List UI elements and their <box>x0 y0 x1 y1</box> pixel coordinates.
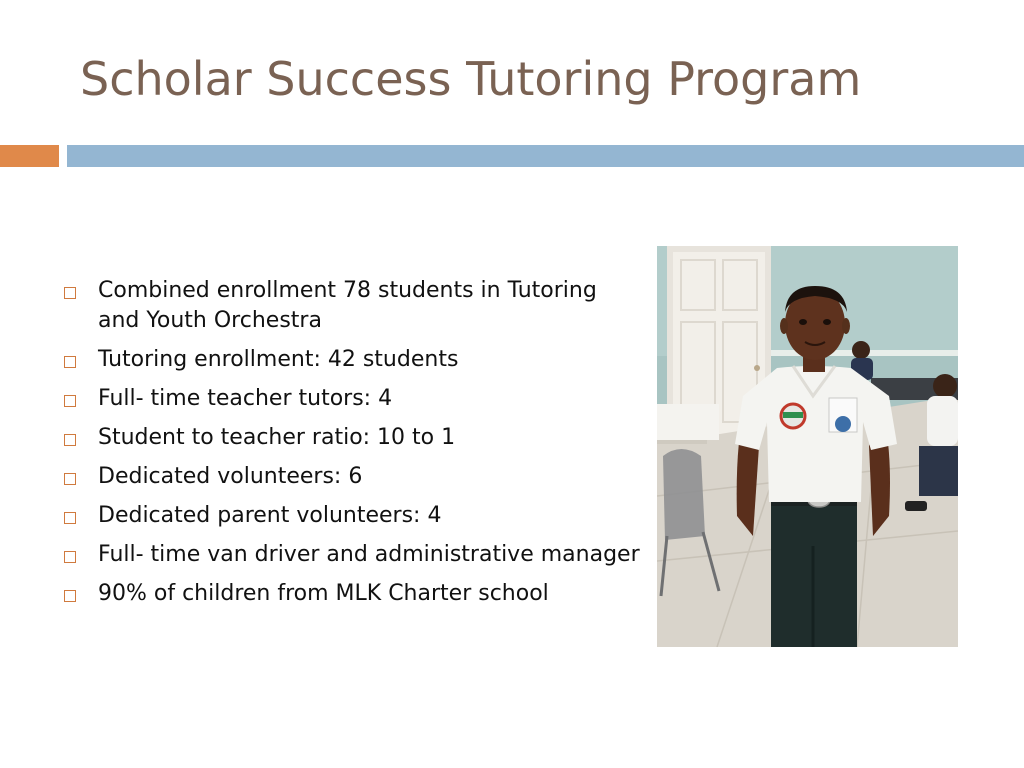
bullet-item <box>64 345 644 375</box>
bullet-item <box>64 501 644 531</box>
bullet-text: Combined enrollment 78 students in Tutoring and Youth Orchestra <box>98 278 597 333</box>
bullet-text: Tutoring enrollment: 42 students <box>98 347 459 372</box>
accent-bar-orange <box>0 145 59 167</box>
accent-bar-blue <box>67 145 1024 167</box>
bullet-text: Student to teacher ratio: 10 to 1 <box>98 425 456 450</box>
square-bullet-icon <box>64 395 76 407</box>
bullet-text: Full- time van driver and administrative manager <box>98 542 640 567</box>
bullet-item <box>64 579 644 609</box>
bullet-list <box>64 276 644 618</box>
square-bullet-icon <box>64 356 76 368</box>
square-bullet-icon <box>64 551 76 563</box>
bullet-item <box>64 423 644 453</box>
bullet-item <box>64 384 644 414</box>
square-bullet-icon <box>64 590 76 602</box>
bullet-item <box>64 276 644 336</box>
bullet-text: Full- time teacher tutors: 4 <box>98 386 393 411</box>
slide-title: Scholar Success Tutoring Program <box>80 52 862 106</box>
square-bullet-icon <box>64 473 76 485</box>
bullet-item <box>64 540 644 570</box>
bullet-text: 90% of children from MLK Charter school <box>98 581 549 606</box>
bullet-text: Dedicated volunteers: 6 <box>98 464 363 489</box>
bullet-item <box>64 462 644 492</box>
student-photo <box>657 246 958 647</box>
student-photo-illustration <box>657 246 958 647</box>
square-bullet-icon <box>64 287 76 299</box>
square-bullet-icon <box>64 512 76 524</box>
square-bullet-icon <box>64 434 76 446</box>
bullet-text: Dedicated parent volunteers: 4 <box>98 503 442 528</box>
